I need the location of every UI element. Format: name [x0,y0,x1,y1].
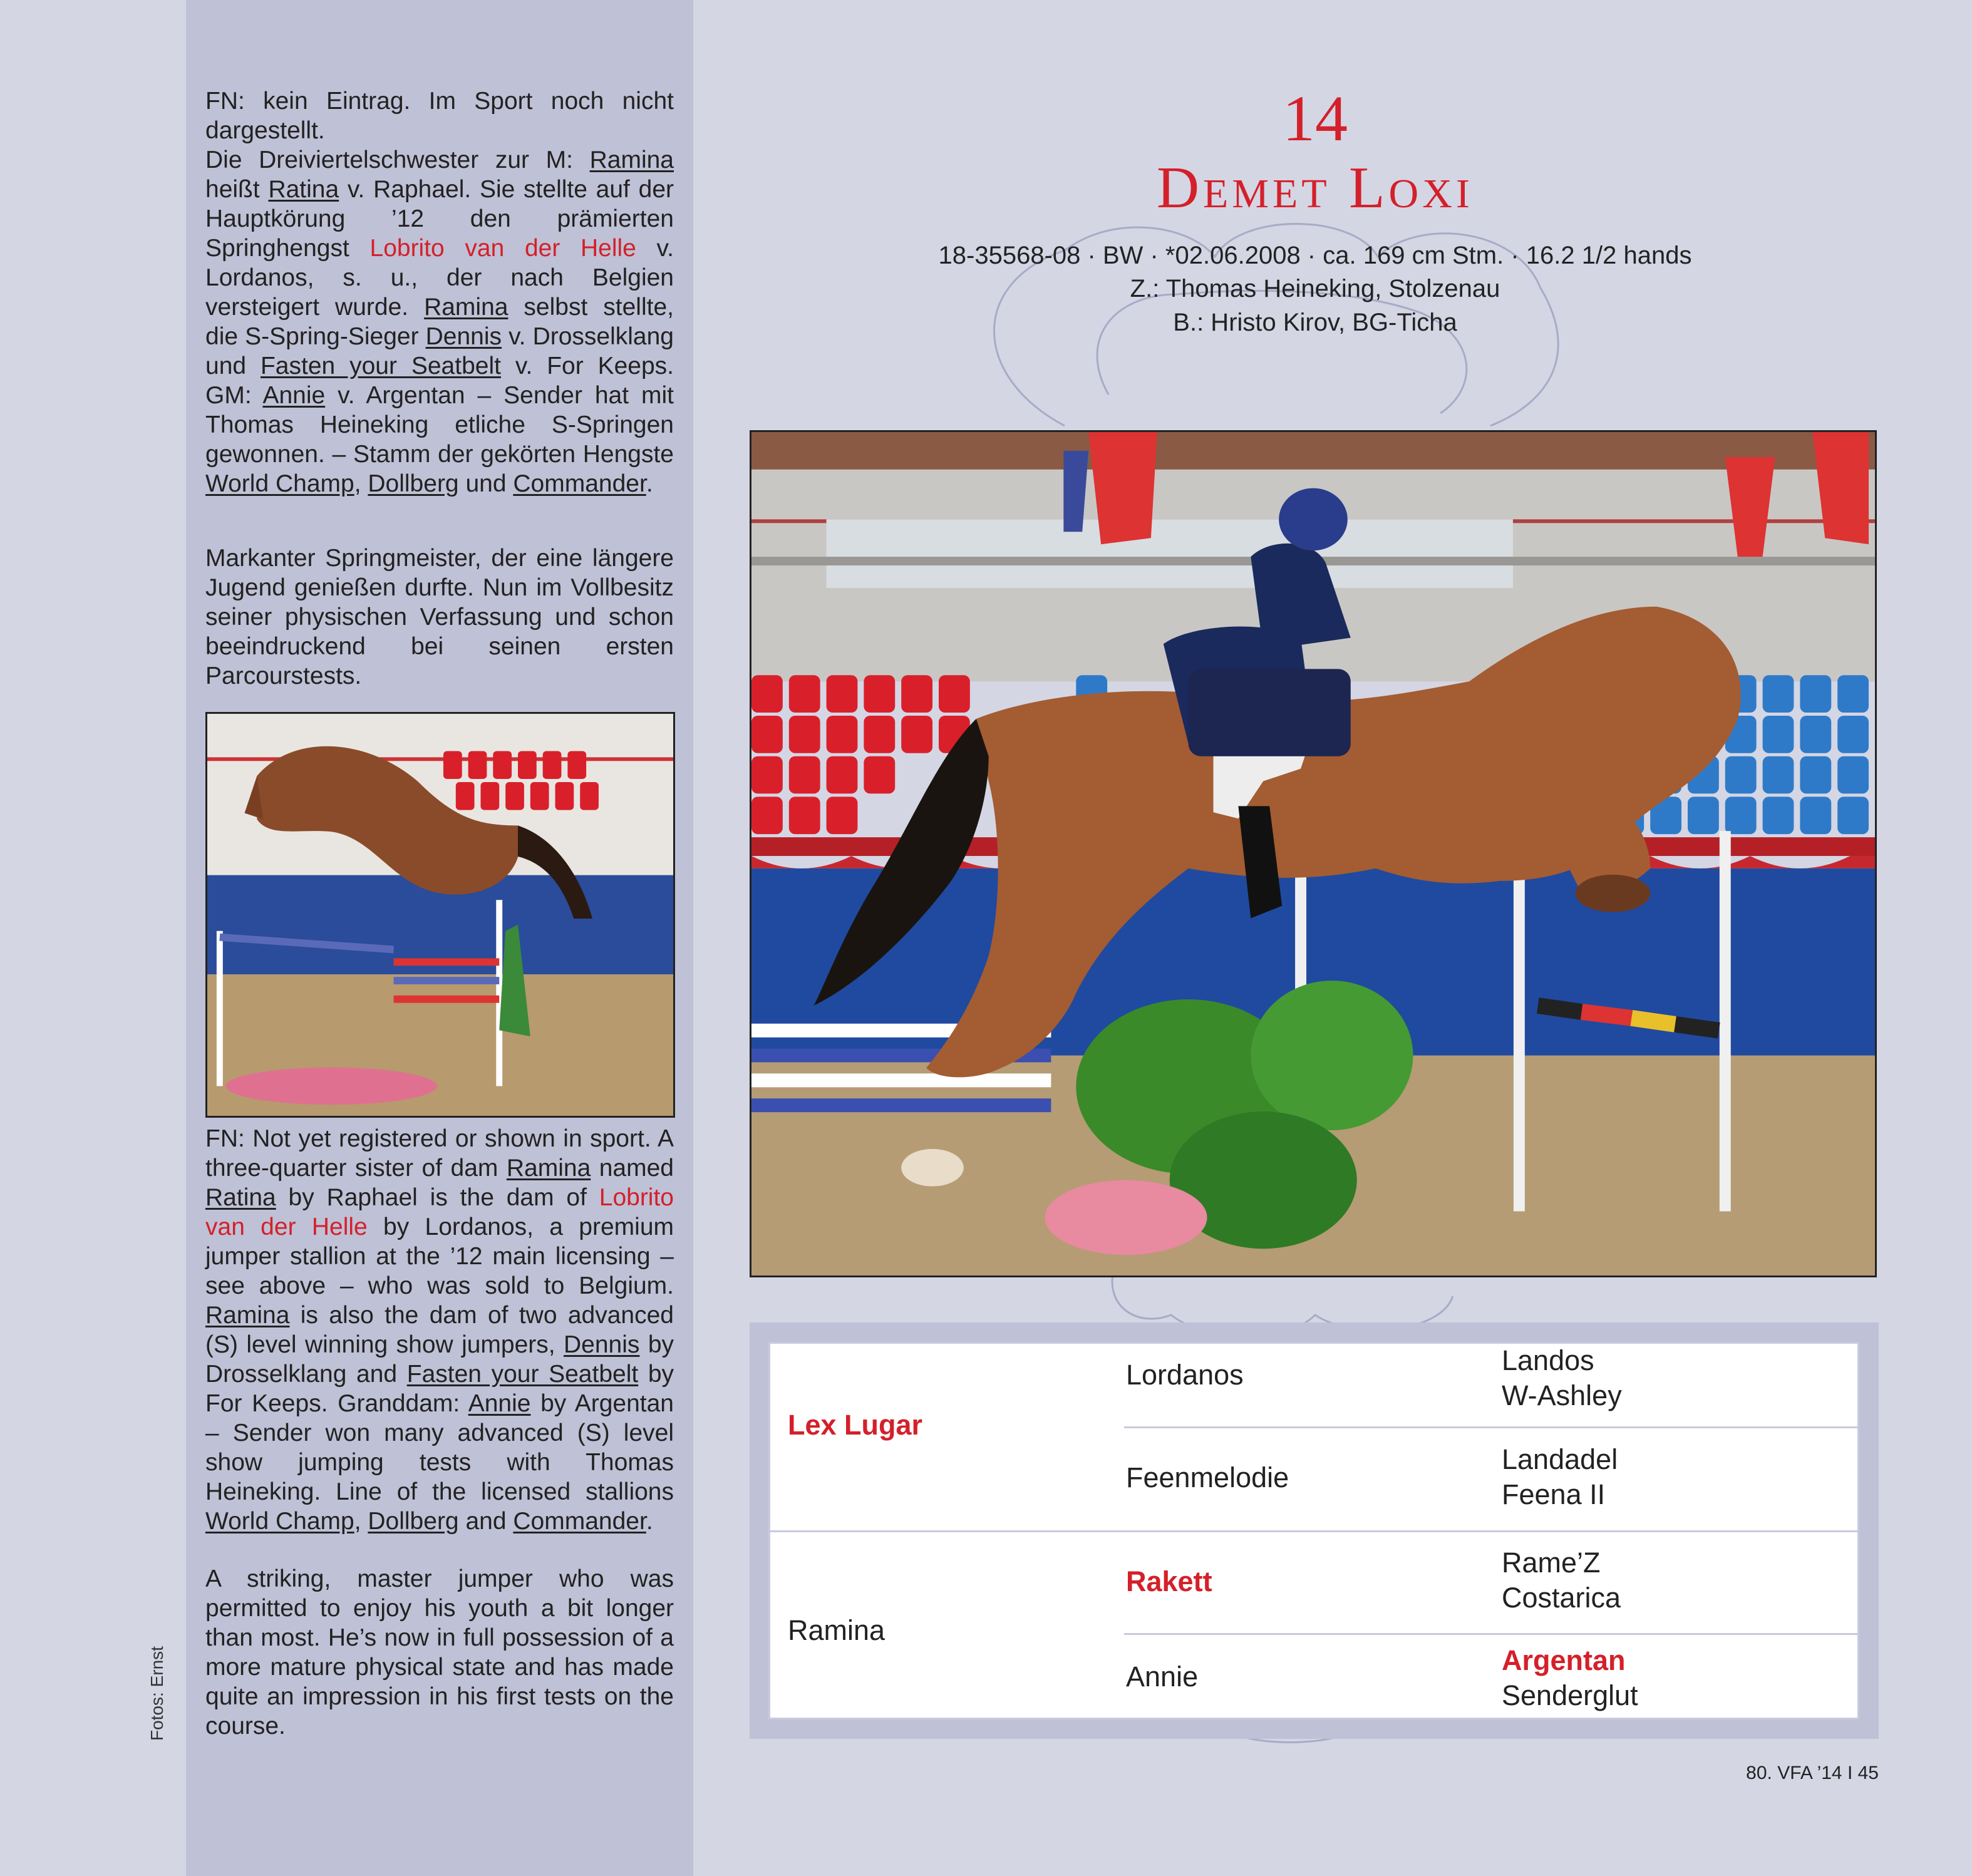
page-folio: 80. VFA ’14 I 45 [1746,1763,1879,1783]
horse-name-ramina: Ramina [205,1302,290,1329]
text-segment: v. Raphael. Sie stellte auf der Hauptkörung ’12 den prämierten Springhengst [205,176,674,262]
horse-name-ratina: Ratina [205,1184,276,1211]
text-segment: is also the dam of two advanced (S) level winning show jumpers, [205,1302,674,1358]
german-assessment: Markanter Springmeister, der eine längere Jugend genießen durfte. Nun im Vollbesitz seiner physischen Verfassung und schon beeindruckend bei seinen ersten Parcourstests. [205,545,674,689]
horse-name-dennis: Dennis [564,1331,640,1358]
registration-line: 18-35568-08 · BW · *02.06.2008 · ca. 169 cm Stm. · 16.2 1/2 hands [938,242,1692,269]
pedigree-dam-dam: Annie [1126,1661,1199,1693]
horse-name-ratina: Ratina [268,176,339,203]
horse-name-lobrito: Lobrito van der Helle [369,235,636,262]
pedigree-dds: Argentan [1502,1644,1626,1676]
english-breeding-notes [205,1124,674,1536]
text-segment: v. For Keeps. GM: [205,353,674,409]
horse-name-fasten: Fasten your Seatbelt [260,353,501,379]
horse-name-dollberg: Dollberg [368,470,459,497]
text-segment: v. Lordanos, s. u., der nach Belgien versteigert wurde. [205,235,674,321]
small-jumping-photo [205,712,675,1118]
horse-name-dennis: Dennis [425,323,502,350]
horse-name-commander: Commander [513,470,646,497]
text-segment: selbst stellte, die S-Spring-Sieger [205,294,674,350]
text-segment: by For Keeps. Granddam: [205,1361,674,1417]
german-breeding-notes [205,86,674,498]
text-segment: by Drosselklang and [205,1331,674,1388]
text-segment: , [354,1508,368,1535]
pedigree-ddd: Senderglut [1502,1679,1638,1711]
horse-name-lobrito: Lobrito van der Helle [205,1184,674,1240]
text-segment: v. Argentan – Sender hat mit Thomas Heineking etliche S-Springen gewonnen. – Stamm der gekörten Hengste [205,382,674,468]
horse-name-annie: Annie [468,1390,531,1417]
text-segment: named [591,1155,674,1182]
pedigree-sss: Landos [1502,1344,1594,1376]
text-segment: by Argentan – Sender won many advanced (S) level show jumping tests with Thomas Heineking. Line of the licensed stallions [205,1390,674,1505]
horse-name-commander: Commander [513,1508,646,1535]
horse-name-ramina: Ramina [589,147,674,173]
breeder-line: Z.: Thomas Heineking, Stolzenau [1130,275,1500,302]
horse-name-title: Demet Loxi [1157,155,1474,220]
pedigree-sdd: Feena II [1502,1478,1606,1510]
pedigree-sire-sire: Lordanos [1126,1359,1244,1391]
text-segment: by Lordanos, a premium jumper stallion at the ’12 main licensing – see above – who was sold to Belgium. [205,1214,674,1299]
horse-name-world-champ: World Champ [205,1508,354,1535]
pedigree-dam-sire: Rakett [1126,1565,1212,1597]
text-segment: v. Drosselklang und [205,323,674,379]
pedigree-sire-dam: Feenmelodie [1126,1461,1289,1493]
horse-name-ramina: Ramina [424,294,508,321]
text-segment: Die Dreiviertelschwester zur M: [205,147,590,173]
pedigree-sire: Lex Lugar [788,1409,923,1441]
pedigree-divider-sire [1124,1426,1859,1428]
english-assessment: A striking, master jumper who was permitted to enjoy his youth a bit longer than most. He’s now in full possession of a more mature physical state and has made quite an impression in his first tests on the course. [205,1565,674,1739]
text-segment: and [458,1508,514,1535]
horse-name-fasten: Fasten your Seatbelt [406,1361,639,1388]
pedigree-divider-dam [1124,1633,1859,1635]
pedigree-dss: Rame’Z [1502,1547,1601,1579]
text-segment: FN: Not yet registered or shown in sport. A three-quarter sister of dam [205,1125,674,1182]
text-segment: , [354,470,368,497]
text-segment: by Raphael is the dam of [276,1184,599,1211]
main-jumping-photo [750,430,1877,1277]
text-segment: . [646,1508,653,1535]
horse-name-dollberg: Dollberg [368,1508,459,1535]
horse-name-ramina: Ramina [506,1155,591,1182]
horse-name-world-champ: World Champ [205,470,354,497]
owner-line: B.: Hristo Kirov, BG-Ticha [1173,309,1457,336]
catalog-number: 14 [1283,83,1348,155]
pedigree-sds: Landadel [1502,1443,1618,1475]
horse-name-annie: Annie [262,382,326,409]
text-segment: und [458,470,514,497]
text-segment: FN: kein Eintrag. Im Sport noch nicht dargestellt. [205,88,674,144]
pedigree-dsd: Costarica [1502,1582,1621,1614]
text-segment: heißt [205,176,269,203]
text-segment: . [646,470,653,497]
pedigree-ssd: W-Ashley [1502,1379,1622,1411]
photo-credit: Fotos: Ernst [147,1646,167,1741]
pedigree-divider-main [768,1530,1859,1532]
pedigree-dam: Ramina [788,1614,885,1646]
